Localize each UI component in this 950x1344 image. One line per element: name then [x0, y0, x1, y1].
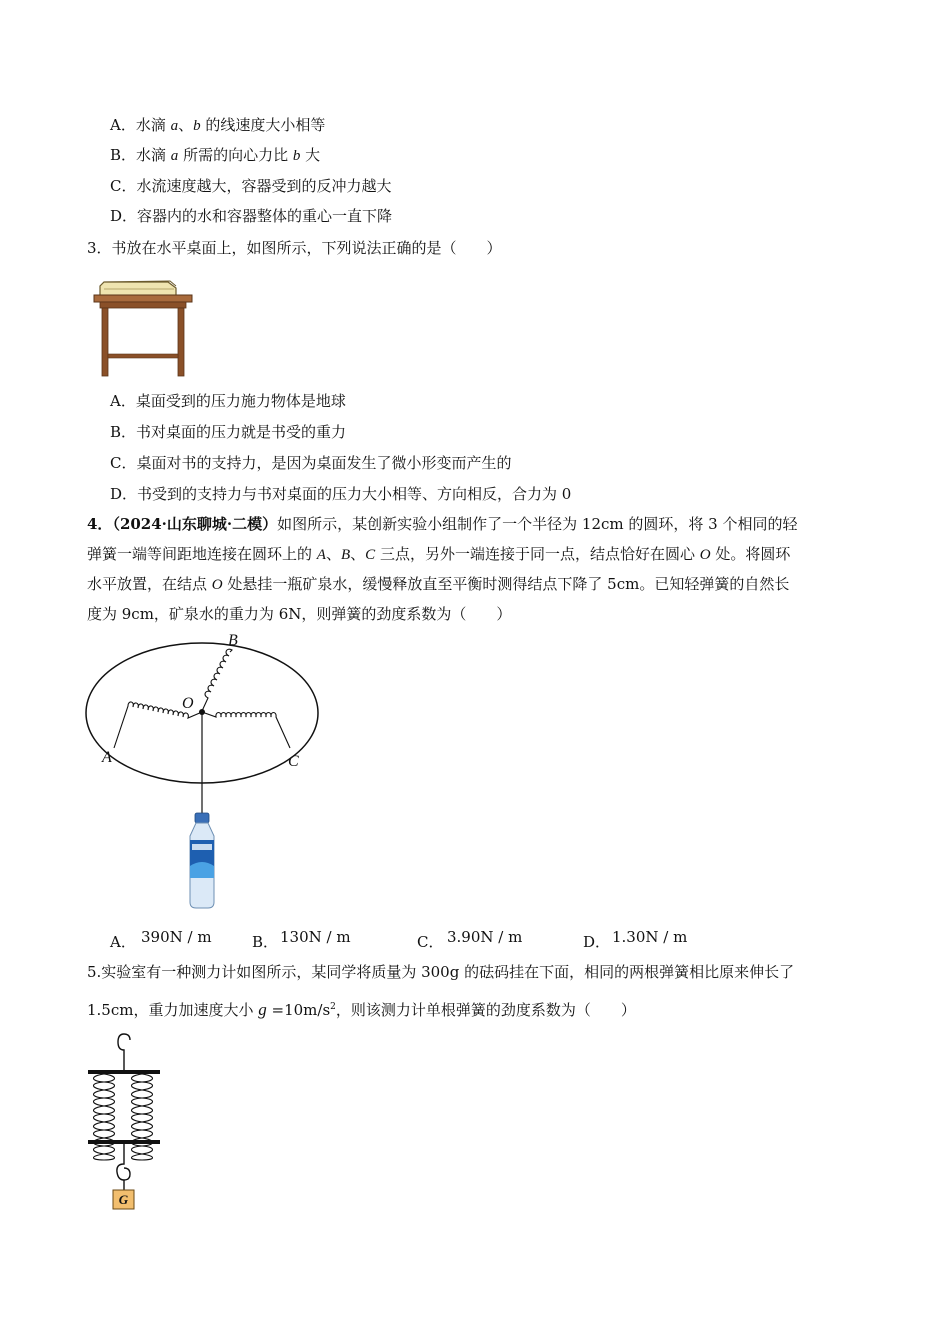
q4-option-b-value: 130N / m [280, 928, 351, 946]
spring-balance-figure [84, 1030, 164, 1214]
q3-option-d: D．书受到的支持力与书对桌面的压力大小相等、方向相反，合力为 0 [110, 485, 572, 503]
spring-pair [94, 1074, 153, 1160]
q4-option-a-letter: A． [110, 933, 136, 951]
book-on-table-figure [90, 274, 196, 380]
q3-stem: 3．书放在水平桌面上，如图所示，下列说法正确的是（ ） [87, 239, 502, 257]
q4-option-d-value: 1.30N / m [612, 928, 688, 946]
q4-option-c-letter: C． [417, 933, 444, 951]
q4-option-d-letter: D． [583, 933, 611, 951]
q5-line-1: 5.实验室有一种测力计如图所示，某同学将质量为 300g 的砝码挂在下面，相同的两根弹簧相比原来伸长了 [87, 963, 795, 981]
q2-option-d: D．容器内的水和容器整体的重心一直下降 [110, 207, 393, 225]
label-c: C [288, 753, 299, 770]
q3-option-a: A．桌面受到的压力施力物体是地球 [110, 392, 346, 410]
q4-option-c-value: 3.90N / m [447, 928, 523, 946]
q3-option-b: B．书对桌面的压力就是书受的重力 [110, 423, 347, 441]
q4-line-2: 弹簧一端等间距地连接在圆环上的 A、B、C 三点，另外一端连接于同一点，结点恰好在圆心 O 处。将圆环 [87, 545, 791, 563]
q3-option-c: C．桌面对书的支持力，是因为桌面发生了微小形变而产生的 [110, 454, 512, 472]
ring-spring-figure [84, 630, 324, 912]
q2-option-b: B．水滴 a 所需的向心力比 b 大 [110, 146, 321, 164]
q4-option-b-letter: B． [252, 933, 279, 951]
q2-option-c: C．水流速度越大，容器受到的反冲力越大 [110, 177, 392, 195]
spring-ob [202, 649, 232, 711]
label-b: B [228, 632, 238, 649]
q5-line-2: 1.5cm，重力加速度大小 $g =10m/s^2$，则该测力计单根弹簧的劲度系数为（ ） [87, 1000, 636, 1019]
q4-line-3: 水平放置，在结点 O 处悬挂一瓶矿泉水，缓慢释放直至平衡时测得结点下降了 5cm。已知轻弹簧的自然长 [87, 575, 790, 593]
label-a: A [102, 749, 112, 766]
label-o: O [182, 695, 194, 712]
water-bottle-icon [190, 813, 214, 908]
q4-options [0, 928, 950, 950]
q4-source: （2024·山东聊城·二模） [112, 515, 278, 533]
weight-label: G [118, 1192, 129, 1207]
q4-option-a-value: 390N / m [141, 928, 212, 946]
spring-oc [202, 712, 290, 748]
q4-line-1: 4．（2024·山东聊城·二模）如图所示，某创新实验小组制作了一个半径为 12cm 的圆环，将 3 个相同的轻 [87, 515, 798, 533]
q4-line-4: 度为 9cm，矿泉水的重力为 6N，则弹簧的劲度系数为（ ） [87, 605, 512, 623]
q2-option-a: A．水滴 a、b 的线速度大小相等 [110, 116, 326, 134]
